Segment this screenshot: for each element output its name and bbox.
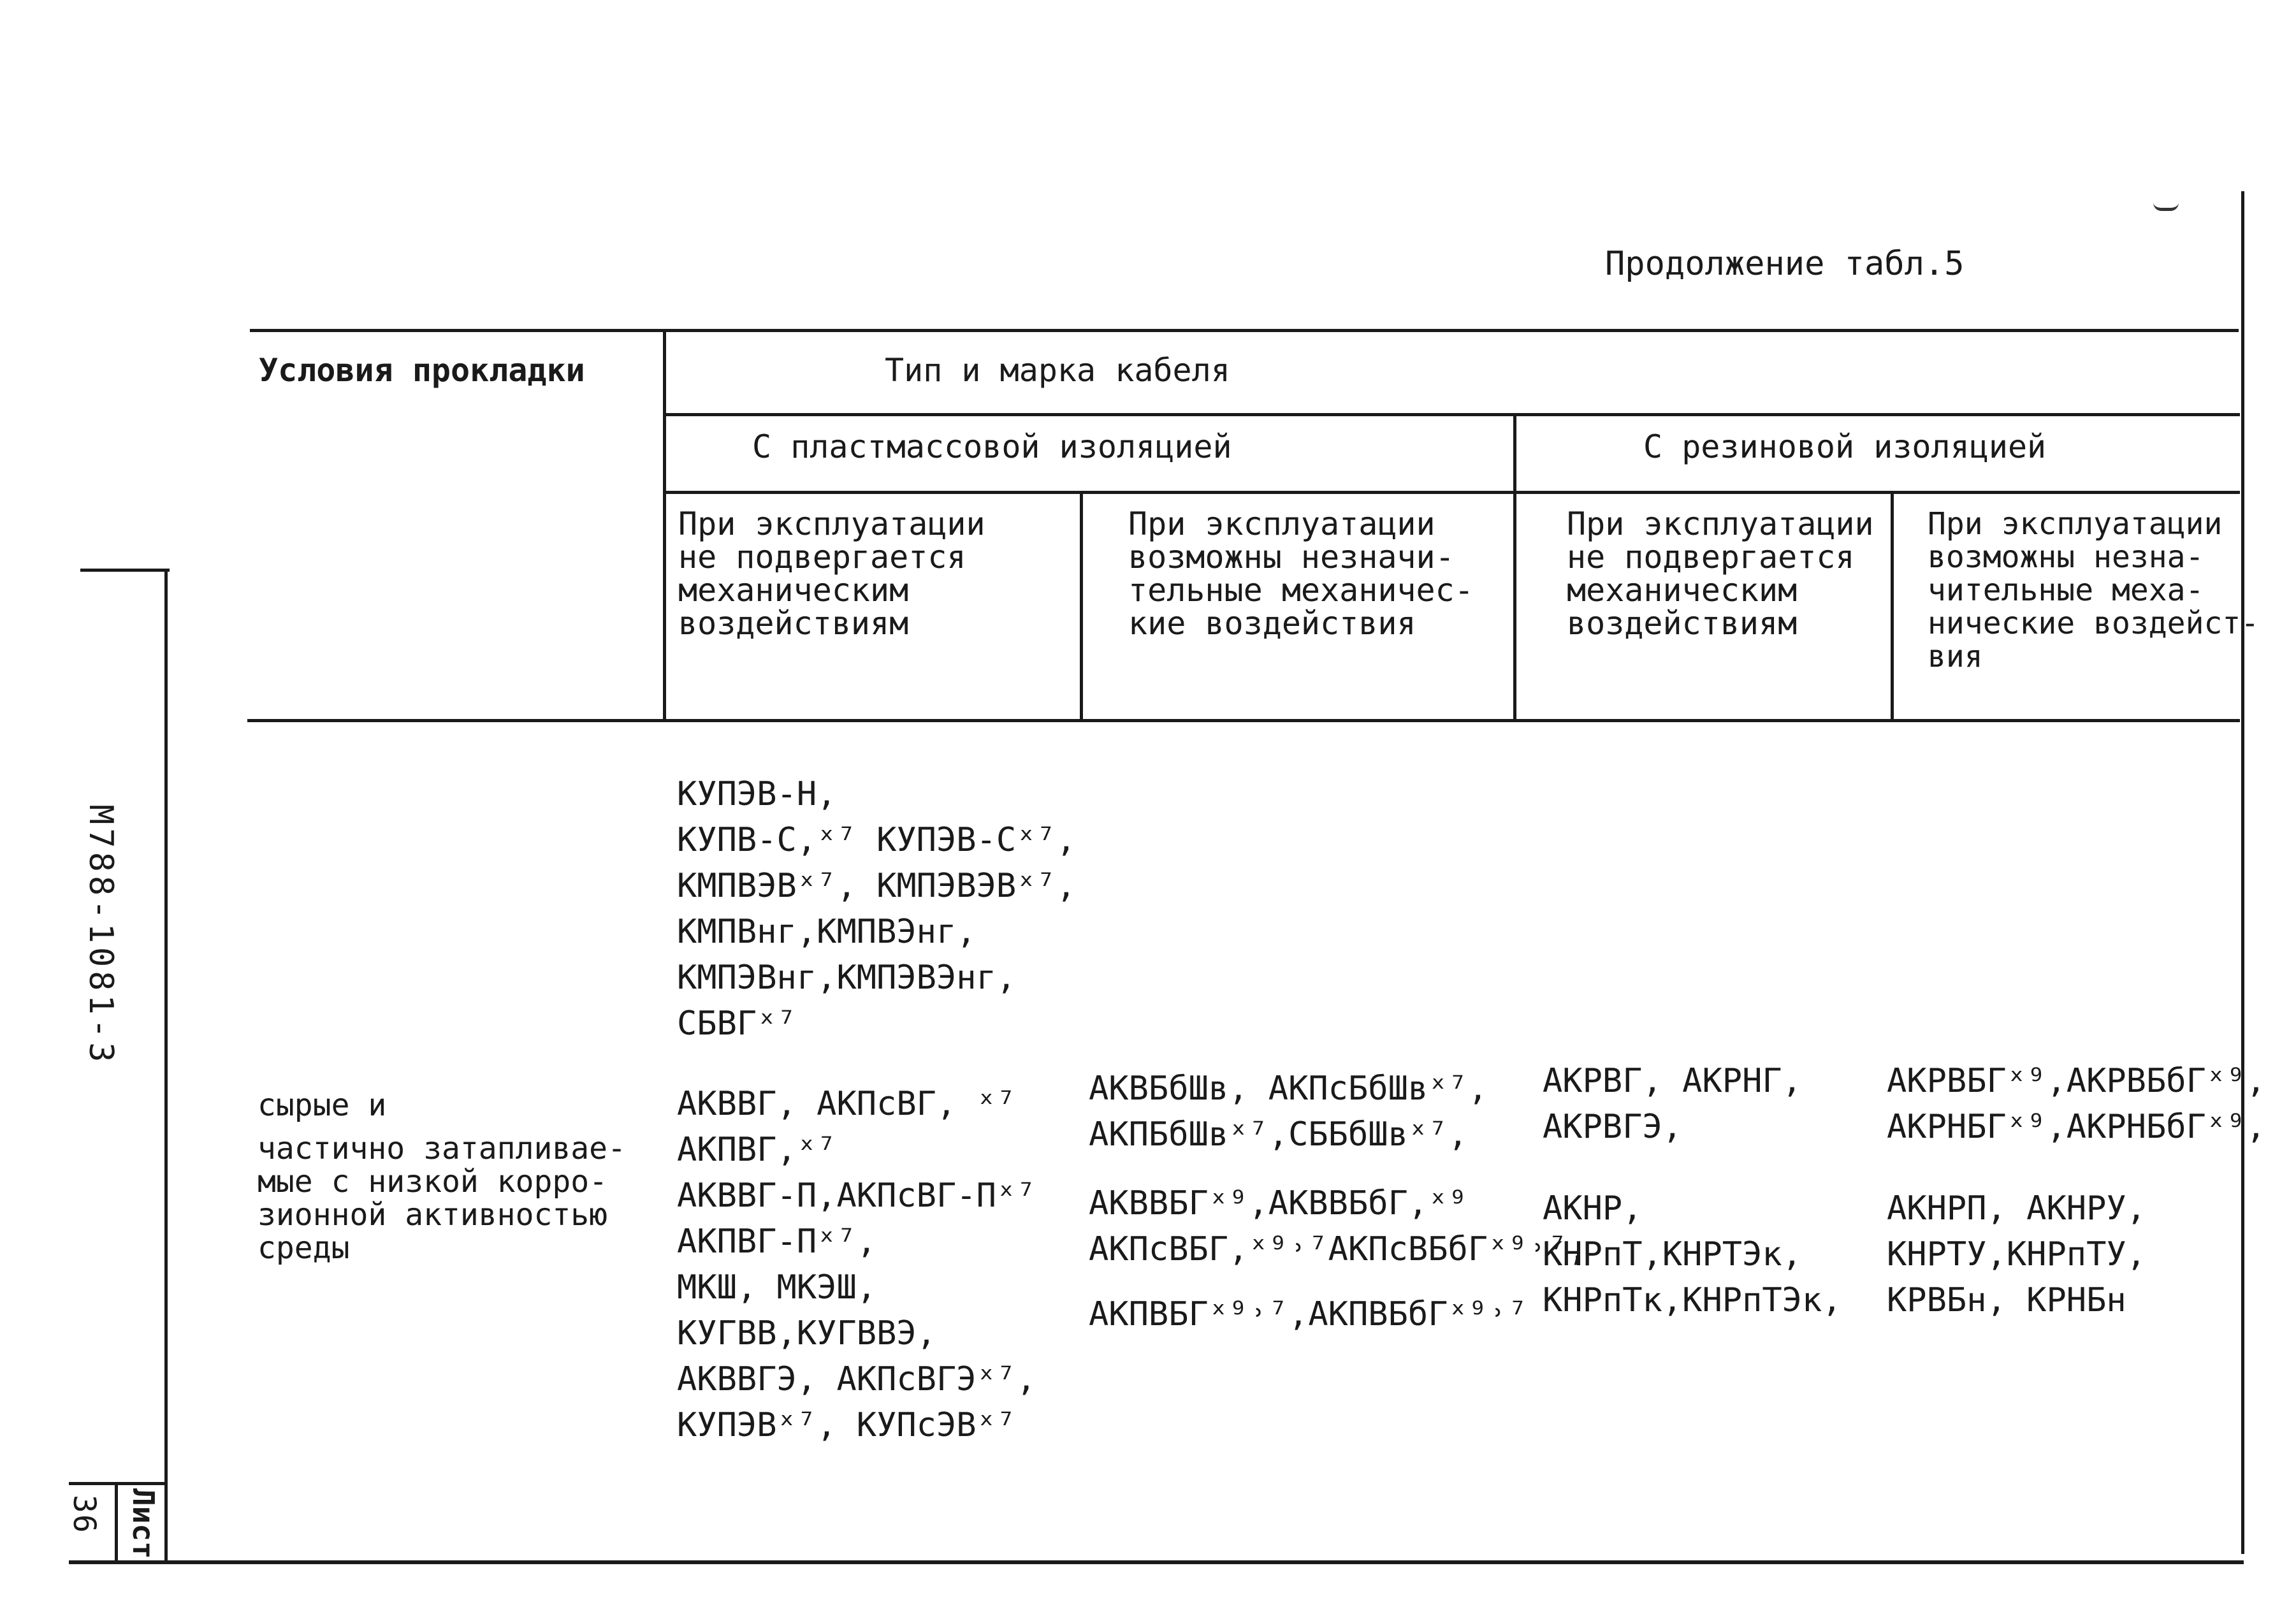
subheader-rubber-no-mech: При эксплуатации не подвергается механическим воздействиям — [1567, 505, 1874, 642]
plastic-no-mech-marks-bottom: АКВВГ, АКПсВГ, ˣ⁷ АКПВГ,ˣ⁷ АКВВГ-П,АКПсВГ-Пˣ⁷ АКПВГ-Пˣ⁷, МКШ, МКЭШ, КУГВВ,КУГВВЭ, АКВВГЭ, АКПсВГЭˣ⁷, КУПЭВˣ⁷, КУПсЭВˣ⁷ — [677, 1085, 1036, 1444]
frame-bottom-border — [69, 1560, 2244, 1564]
rubber-group-header: С резиновой изоляцией — [1643, 428, 2047, 465]
header-bottom-line — [247, 719, 2240, 722]
plastic-mech-marks: АКВБбШв, АКПсБбШвˣ⁷, АКПБбШвˣ⁷,СББбШвˣ⁷, АКВВБГˣ⁹,АКВВБбГ,ˣ⁹ АКПсВБГ,ˣ⁹˒⁷АКПсВБбГˣ⁹˒⁷, АКПВБГˣ⁹˒⁷,АКПВБбГˣ⁹˒⁷ — [1089, 1070, 1588, 1333]
col-divider-2 — [1080, 491, 1083, 722]
subheader-plastic-no-mech: При эксплуатации не подвергается механическим воздействиям — [678, 505, 985, 642]
row-condition: сырые и частично затапливае- мые с низкой корро- зионной активностью среды — [258, 1087, 626, 1266]
rubber-mech-marks: АКРВБГˣ⁹,АКРВБбГˣ⁹, АКРНБГˣ⁹,АКРНБбГˣ⁹, АКНРП, АКНРУ, КНРТУ,КНРпТУ, КРВБн, КРНБн — [1887, 1062, 2266, 1319]
table-top-line — [250, 329, 2239, 332]
col-divider-4 — [1891, 491, 1894, 722]
subheader-split-line — [665, 491, 2240, 494]
plastic-no-mech-marks-top: КУПЭВ-Н, КУПВ-С,ˣ⁷ КУПЭВ-Сˣ⁷, КМПВЭВˣ⁷, КМПЭВЭВˣ⁷, КМПВнг,КМПВЭнг, КМПЭВнг,КМПЭВЭнг, СБВГˣ⁷ — [677, 775, 1077, 1043]
cable-type-header: Тип и марка кабеля — [885, 352, 1230, 389]
plastic-group-header: С пластмассовой изоляцией — [752, 428, 1232, 465]
stamp-sheet-divider — [115, 1482, 118, 1562]
stamp-sheet-line — [69, 1482, 168, 1485]
frame-right-border — [2241, 191, 2244, 1554]
col-divider-1 — [663, 329, 666, 722]
conditions-header: Условия прокладки — [259, 352, 585, 389]
stamp-top-line — [80, 569, 170, 572]
col-divider-3 — [1513, 413, 1516, 722]
sheet-label: Лист — [126, 1488, 161, 1559]
stamp-right-line — [164, 569, 168, 1563]
document-code: М788-1081-3 — [82, 804, 120, 1066]
subheader-rubber-mech: При эксплуатации возможны незна- чительные меха- нические воздейст- вия — [1928, 506, 2260, 674]
scan-mark — [2153, 203, 2179, 211]
continuation-title: Продолжение табл.5 — [1605, 245, 1965, 283]
sheet-number: 36 — [66, 1495, 102, 1534]
subheader-plastic-mech: При эксплуатации возможны незначи- тельные механичес- кие воздействия — [1128, 505, 1474, 642]
header-split-line — [665, 413, 2240, 416]
rubber-no-mech-marks: АКРВГ, АКРНГ, АКРВГЭ, АКНР, КНРпТ,КНРТЭк, КНРпТк,КНРпТЭк, — [1543, 1062, 1842, 1319]
